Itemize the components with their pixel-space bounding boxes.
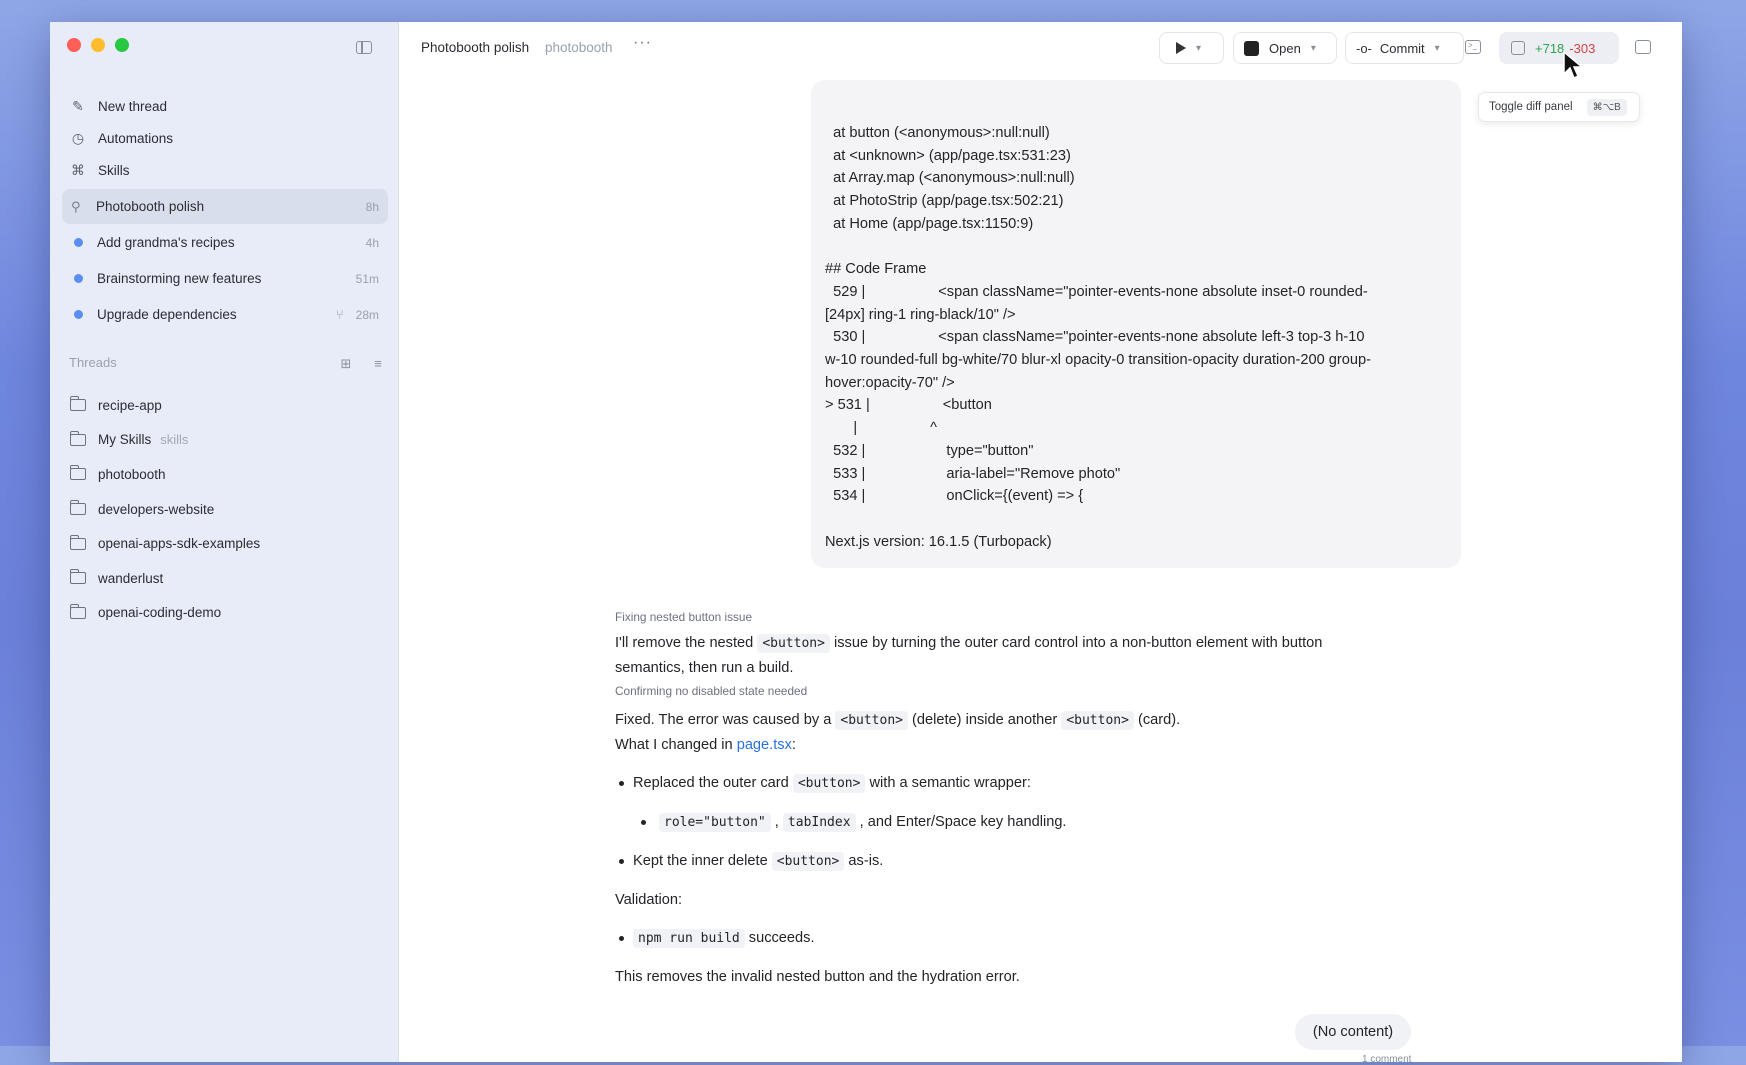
window-controls [67, 38, 129, 52]
thread-label: Add grandma's recipes [97, 235, 235, 250]
code-line: at Home (app/page.tsx:1150:9) [825, 215, 1034, 232]
nav-label: Automations [98, 130, 174, 146]
commit-button[interactable] [1345, 32, 1464, 64]
error-output-block [811, 80, 1461, 568]
folder-label: openai-apps-sdk-examples [98, 536, 261, 552]
app-icon [1244, 41, 1259, 56]
open-label: Open [1269, 40, 1301, 56]
thread-item[interactable] [62, 261, 388, 296]
text: with a semantic wrapper: [865, 775, 1031, 791]
text: , [770, 814, 783, 830]
inline-code: <button> [1061, 711, 1134, 730]
thread-time: 4h [365, 235, 379, 250]
filter-icon[interactable]: ≡ [374, 355, 382, 371]
status-text: Confirming no disabled state needed [615, 684, 808, 698]
inline-code: <button> [835, 711, 908, 730]
nav-label: New thread [98, 98, 168, 114]
folder-item[interactable] [62, 492, 388, 527]
branch-icon: ⑂ [335, 307, 344, 322]
app-window [50, 22, 1682, 1065]
chevron-down-icon: ▾ [1196, 42, 1202, 54]
folder-sublabel: skills [160, 432, 189, 448]
message-paragraph [615, 708, 1395, 733]
thread-time: 28m [355, 307, 379, 322]
folder-item[interactable] [62, 561, 388, 596]
nav-new-thread[interactable] [62, 90, 392, 122]
new-folder-icon[interactable]: ⊞ [340, 355, 352, 371]
skills-icon: ⌘ [71, 161, 85, 178]
unread-dot-icon [74, 238, 83, 247]
nav-label: Skills [98, 162, 130, 178]
tooltip-text: Toggle diff panel [1489, 101, 1573, 113]
project-name: photobooth [545, 40, 613, 55]
no-content-bubble: (No content) [1295, 1014, 1411, 1050]
chevron-down-icon: ▾ [1434, 42, 1440, 54]
text: Replaced the outer card [633, 775, 793, 791]
folder-item[interactable] [62, 526, 388, 561]
unread-dot-icon [74, 310, 83, 319]
folder-icon [70, 434, 86, 446]
list-item [615, 771, 1395, 796]
status-text: Fixing nested button issue [615, 610, 753, 624]
inline-code: <button> [793, 774, 866, 793]
diff-deletions: -303 [1569, 40, 1596, 56]
text: succeeds. [744, 930, 815, 946]
thread-label: Brainstorming new features [97, 271, 262, 286]
folder-icon [70, 607, 86, 619]
minimize-window-button[interactable] [91, 38, 105, 52]
run-button[interactable] [1159, 32, 1224, 64]
folder-item[interactable] [62, 388, 388, 423]
play-icon [1176, 42, 1186, 54]
sidebar [50, 22, 399, 1062]
mouse-cursor-icon [1562, 50, 1586, 82]
code-line: 534 | onClick={(event) => { [825, 488, 1084, 505]
tooltip [1478, 92, 1640, 122]
code-line: hover:opacity-70" /> [825, 374, 955, 391]
folder-icon [70, 572, 86, 584]
terminal-icon[interactable]: >_ [1465, 40, 1481, 54]
nav-skills[interactable] [62, 154, 392, 186]
thread-item[interactable] [62, 297, 388, 332]
code-line: | ^ [825, 420, 938, 437]
text: I'll remove the nested [615, 635, 758, 651]
validation-heading: Validation: [615, 892, 683, 908]
unread-dot-icon [74, 274, 83, 283]
text: Kept the inner delete [633, 853, 772, 869]
code-line [825, 236, 1447, 259]
assistant-message [615, 610, 1395, 989]
folder-item[interactable] [62, 457, 388, 492]
inline-code: <button> [772, 852, 845, 871]
commit-icon: -o- [1356, 40, 1372, 56]
open-button[interactable] [1233, 32, 1337, 64]
message-paragraph: This removes the invalid nested button and the hydration error. [615, 969, 1020, 985]
text: : [791, 737, 796, 753]
folder-icon [70, 399, 86, 411]
code-line: 529 | <span className="pointer-events-none absolute inset-0 rounded- [825, 283, 1368, 300]
folder-label: recipe-app [98, 397, 162, 413]
project-folders [62, 388, 388, 630]
sidebar-nav [62, 90, 392, 186]
split-view-icon[interactable] [1635, 40, 1651, 54]
threads-section-header [69, 355, 387, 370]
folder-label: wanderlust [98, 570, 164, 586]
message-paragraph [615, 631, 1395, 680]
text: issue by turning the outer card control into a non-button element with button semantics, then run a build. [615, 635, 1323, 676]
folder-icon [70, 538, 86, 550]
code-line: at PhotoStrip (app/page.tsx:502:21) [825, 193, 1064, 210]
nav-automations[interactable] [62, 122, 392, 154]
inline-code: role="button" [659, 813, 771, 832]
tooltip-shortcut: ⌘⌥B [1587, 99, 1627, 116]
code-line: 532 | type="button" [825, 442, 1034, 459]
thread-item[interactable] [62, 189, 388, 224]
folder-icon [70, 503, 86, 515]
code-line: [24px] ring-1 ring-black/10" /> [825, 306, 1016, 323]
code-line: > 531 | <button [825, 397, 992, 414]
commit-label: Commit [1379, 40, 1425, 56]
thread-title: Photobooth polish [421, 40, 530, 55]
text: What I changed in [615, 737, 737, 753]
folder-item[interactable] [62, 423, 388, 458]
section-title: Threads [69, 355, 117, 370]
thread-time: 8h [365, 199, 379, 214]
code-line: 530 | <span className="pointer-events-none absolute left-3 top-3 h-10 [825, 329, 1365, 346]
list-item [615, 926, 1395, 951]
thread-time: 51m [355, 271, 379, 286]
toolbar [399, 22, 1682, 72]
code-line: Next.js version: 16.1.5 (Turbopack) [825, 533, 1052, 550]
inline-code: npm run build [633, 929, 745, 948]
folder-label: photobooth [98, 466, 166, 482]
list-item [615, 849, 1395, 874]
code-line: at <unknown> (app/page.tsx:531:23) [825, 147, 1071, 164]
folder-label: My Skills [98, 432, 152, 448]
thread-label: Photobooth polish [96, 199, 205, 214]
code-line: 533 | aria-label="Remove photo" [825, 465, 1121, 482]
sidebar-toggle-icon[interactable] [356, 41, 372, 54]
comment-count[interactable]: 1 comment [1362, 1054, 1412, 1065]
inline-code: tabIndex [783, 813, 856, 832]
maximize-window-button[interactable] [115, 38, 129, 52]
message-paragraph [615, 733, 1395, 757]
conversation-pane [399, 22, 1682, 1065]
text: (delete) inside another [908, 712, 1062, 728]
chevron-down-icon: ▾ [1310, 42, 1316, 54]
diff-additions: +718 [1535, 40, 1565, 56]
close-window-button[interactable] [67, 38, 81, 52]
folder-item[interactable] [62, 596, 388, 631]
folder-icon [70, 468, 86, 480]
clock-icon: ◷ [71, 129, 85, 146]
text: Fixed. The error was caused by a [615, 712, 836, 728]
code-line [825, 508, 1447, 531]
file-link[interactable]: page.tsx [736, 737, 792, 753]
code-line: at button (<anonymous>:null:null) [825, 125, 1050, 141]
text: (card). [1133, 712, 1181, 728]
more-options-icon[interactable]: ··· [633, 34, 652, 51]
thread-label: Upgrade dependencies [97, 307, 237, 322]
text: as-is. [844, 853, 884, 869]
recent-threads [62, 189, 388, 333]
code-line: ## Code Frame [825, 261, 927, 278]
list-item [615, 810, 1395, 835]
code-line: at Array.map (<anonymous>:null:null) [825, 170, 1075, 187]
folder-label: openai-coding-demo [98, 605, 222, 621]
inline-code: <button> [757, 634, 830, 653]
toggle-diff-button[interactable] [1499, 32, 1619, 64]
edit-icon: ✎ [72, 97, 84, 114]
folder-label: developers-website [98, 501, 215, 517]
pin-icon: ⚲ [71, 198, 81, 214]
text: , and Enter/Space key handling. [855, 814, 1067, 830]
code-line: w-10 rounded-full bg-white/70 blur-xl opacity-0 transition-opacity duration-200 group- [825, 352, 1371, 369]
diff-icon [1511, 41, 1525, 55]
thread-item[interactable] [62, 225, 388, 260]
